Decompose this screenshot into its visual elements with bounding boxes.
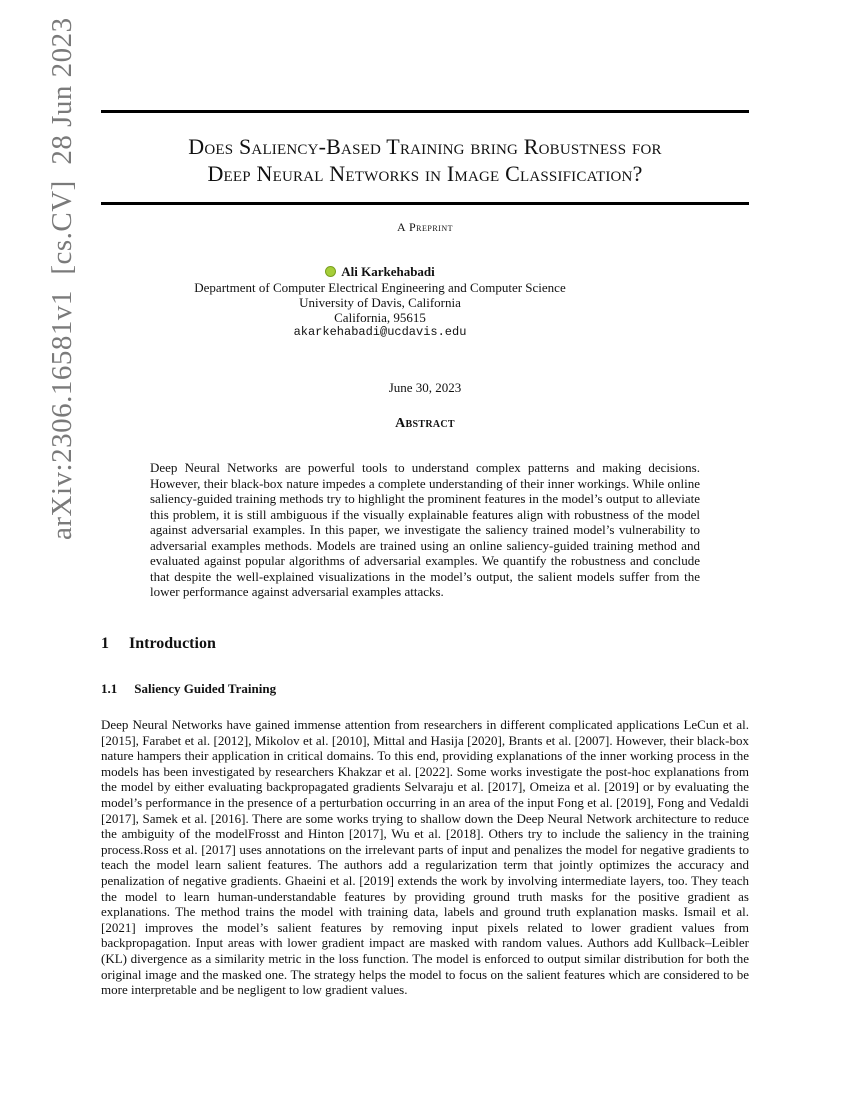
author-name-text: Ali Karkehabadi xyxy=(341,264,435,279)
body-paragraph: Deep Neural Networks have gained immense attention from researchers in different complicated applications LeCun et al. [2015], Farabet et al. [2012], Mikolov et al. [2010], Mittal and Hasija [2020], Brants et al. [2007]. However, their black-box nature hampers their application in critical domains. To this end, providing explanations of the inner working process in the models has been investigated by researchers Khakzar et al. [2022]. Some works investigate the post-hoc explanations from the model by either evaluating backpropagated gradients Selvaraju et al. [2017], Omeiza et al. [2019] or by evaluating the model’s performance in the presence of a perturbation occurring in an area of the input Fong et al. [2019], Fong and Vedaldi [2017], Samek et al. [2016]. There are some works trying to shallow down the Deep Neural Network architecture to reduce the ambiguity of the modelFrosst and Hinton [2017], Wu et al. [2018]. Others try to include the saliency in the training process.Ross et al. [2017] uses annotations on the irrelevant parts of input and penalizes the model for negative gradients to teach the model learn salient features. The authors add a regularization term that jointly optimizes the accuracy and penalization of negative gradients. Ghaeini et al. [2019] extends the work by involving intermediate layers, too. They teach the model to learn human-understandable features by providing ground truth masks for the positive gradient as explanations. The method trains the model with training data, labels and ground truth explanation masks. Ismail et al. [2021] improves the model’s salient features by removing input pixels related to lower gradient values from backpropagation. Input areas with lower gradient impact are masked with random values. Authors add Kullback–Leibler (KL) divergence as a similarity metric in the loss function. The model is enforced to output similar distribution for both the original image and the masked one. The strategy helps the model to focus on the salient features which are considered to be more interpretable and be negligent to low gradient values. xyxy=(101,717,749,998)
preprint-label: A Preprint xyxy=(396,220,453,234)
author-block xyxy=(0,264,760,340)
title-line-1: Does Saliency-Based Training bring Robustness for xyxy=(188,134,662,159)
author-email[interactable]: akarkehabadi@ucdavis.edu xyxy=(293,325,467,339)
section-title: Introduction xyxy=(129,635,216,652)
subsection-heading-saliency xyxy=(101,681,276,697)
author-department: Department of Computer Electrical Engineering and Computer Science xyxy=(194,280,566,295)
section-number: 1 xyxy=(101,635,109,652)
paper-date: June 30, 2023 xyxy=(388,380,462,395)
subsection-number: 1.1 xyxy=(101,681,118,696)
paper-title xyxy=(101,133,749,187)
orcid-icon[interactable] xyxy=(325,266,336,277)
arxiv-sidebar-stamp: arXiv:2306.16581v1 [cs.CV] 28 Jun 2023 xyxy=(46,17,78,540)
title-line-2: Deep Neural Networks in Image Classification? xyxy=(207,161,643,186)
subsection-title: Saliency Guided Training xyxy=(134,681,277,696)
title-bottom-rule xyxy=(101,202,749,205)
author-location: California, 95615 xyxy=(334,310,426,325)
abstract-text: Deep Neural Networks are powerful tools to understand complex patterns and making decisions. However, their black-box nature impedes a complete understanding of their inner workings. While online saliency-guided training methods try to highlight the prominent features in the model’s output to alleviate this problem, it is still ambiguous if the visually explainable features align with robustness of the model against adversarial examples. In this paper, we investigate the saliency trained model’s vulnerability to adversarial examples methods. Models are trained using an online saliency-guided training method and evaluated against popular algorithms of adversarial examples. We quantify the robustness and conclude that despite the well-explained visualizations in the model’s output, the salient models suffer from the lower performance against adversarial examples attacks. xyxy=(150,460,700,599)
abstract-heading: Abstract xyxy=(395,416,455,431)
author-name xyxy=(325,264,435,279)
section-heading-introduction xyxy=(101,635,216,653)
title-top-rule xyxy=(101,110,749,113)
author-university: University of Davis, California xyxy=(299,295,461,310)
